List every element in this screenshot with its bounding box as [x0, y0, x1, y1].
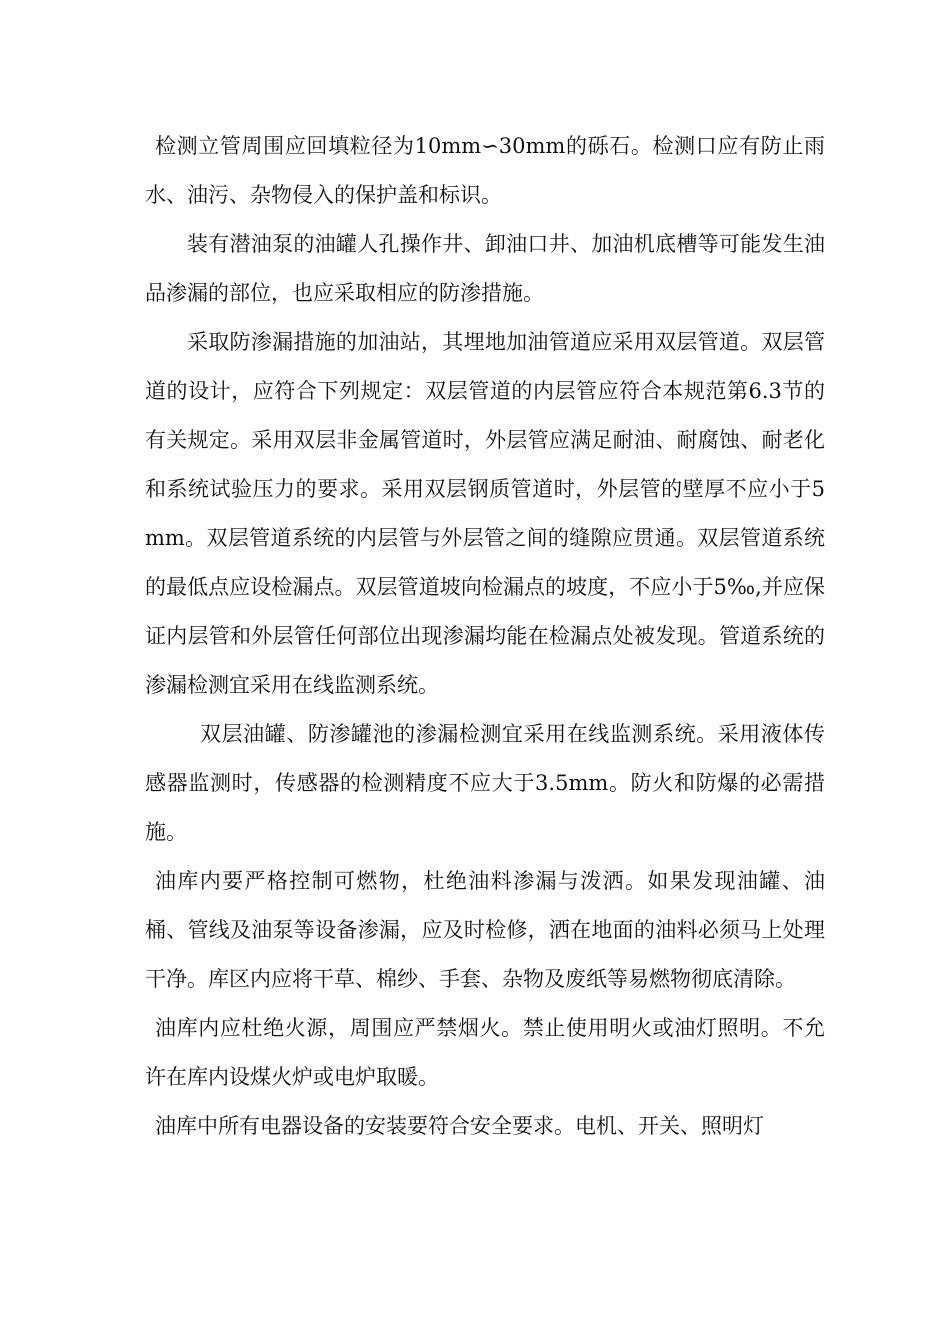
- paragraph-leak-detection: 双层油罐、防渗罐池的渗漏检测宜采用在线监测系统。采用液体传感器监测时，传感器的检测精度不应大于3.5mm。防火和防爆的必需措施。: [145, 722, 825, 844]
- paragraph-double-pipe: 采取防渗漏措施的加油站，其埋地加油管道应采用双层管道。双层管道的设计，应符合下列规定：双层管道的内层管应符合本规范第6.3节的有关规定。采用双层非金属管道时，外层管应满足耐油、耐腐蚀、耐老化和系统试验压力的要求。采用双层钢质管道时，外层管的壁厚不应小于5mm。双层管道系统的内层管与外层管之间的缝隙应贯通。双层管道系统的最低点应设检漏点。双层管道坡向检漏点的坡度，不应小于5‰,并应保证内层管和外层管任何部位出现渗漏均能在检漏点处被发现。管道系统的渗漏检测宜采用在线监测系统。: [145, 330, 825, 697]
- paragraph-riser-backfill: 检测立管周围应回填粒径为10mm∽30mm的砾石。检测口应有防止雨水、油污、杂物侵入的保护盖和标识。: [145, 134, 825, 207]
- paragraph-combustibles: 油库内要严格控制可燃物，杜绝油料渗漏与泼洒。如果发现油罐、油桶、管线及油泵等设备渗漏，应及时检修，洒在地面的油料必须马上处理干净。库区内应将干草、棉纱、手套、杂物及废纸等易燃物彻底清除。: [145, 869, 825, 991]
- paragraph-pump-wells: 装有潜油泵的油罐人孔操作井、卸油口井、加油机底槽等可能发生油品渗漏的部位，也应采取相应的防渗措施。: [145, 232, 825, 305]
- paragraph-electrical: 油库中所有电器设备的安装要符合安全要求。电机、开关、照明灯: [155, 1114, 764, 1138]
- paragraph-fire-sources: 油库内应杜绝火源，周围应严禁烟火。禁止使用明火或油灯照明。不允许在库内设煤火炉或电炉取暖。: [145, 1016, 825, 1089]
